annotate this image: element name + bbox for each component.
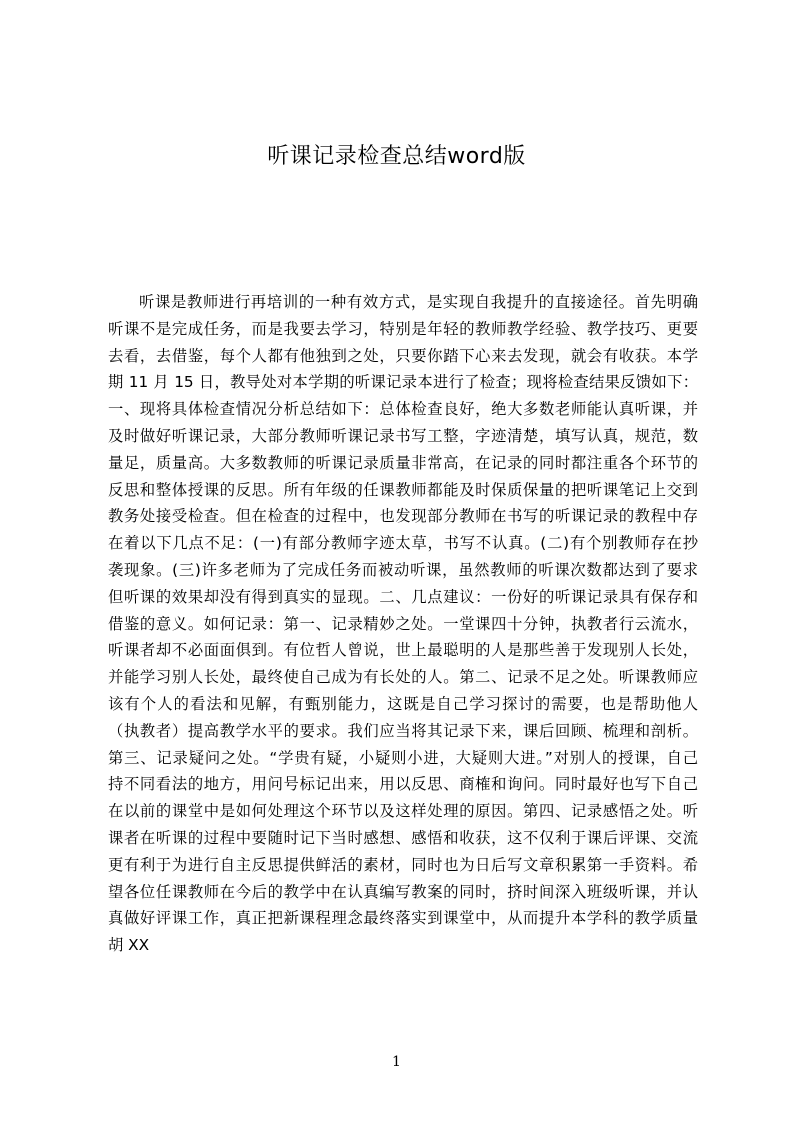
body-text (108, 289, 698, 959)
text-line: 并能学习别人长处，最终使自己成为有长处的人。第二、记录不足之处。听课教师应 (108, 668, 698, 687)
text-line: 该有个人的看法和见解，有甄别能力，这既是自己学习探讨的需要，也是帮助他人 (108, 694, 698, 713)
text-line: 去看，去借鉴，每个人都有他独到之处，只要你踏下心来去发现，就会有收获。本学 (108, 346, 698, 365)
text-line: 反思和整体授课的反思。所有年级的任课教师都能及时保质保量的把听课笔记上交到 (108, 480, 698, 499)
page-title: 听课记录检查总结word版 (267, 144, 526, 169)
text-line: 教务处接受检查。但在检查的过程中，也发现部分教师在书写的听课记录的教程中存 (108, 507, 698, 526)
text-line: 在着以下几点不足：(一)有部分教师字迹太草，书写不认真。(二)有个别教师存在抄 (108, 534, 698, 553)
text-line: 借鉴的意义。如何记录：第一、记录精妙之处。一堂课四十分钟，执教者行云流水， (108, 614, 698, 633)
text-line: 持不同看法的地方，用问号标记出来，用以反思、商榷和询问。同时最好也写下自己 (108, 775, 698, 794)
text-line: 在以前的课堂中是如何处理这个环节以及这样处理的原因。第四、记录感悟之处。听 (108, 802, 698, 821)
text-line: 望各位任课教师在今后的教学中在认真编写教案的同时，挤时间深入班级听课，并认 (108, 882, 698, 901)
page-number: 1 (392, 1054, 401, 1070)
text-line: 及时做好听课记录，大部分教师听课记录书写工整，字迹清楚，填写认真，规范，数 (108, 426, 698, 445)
text-line: 听课不是完成任务，而是我要去学习，特别是年轻的教师教学经验、教学技巧、更要 (108, 319, 698, 338)
text-line: 更有利于为进行自主反思提供鲜活的素材，同时也为日后写文章积累第一手资料。希 (108, 855, 698, 874)
text-line: （执教者）提高教学水平的要求。我们应当将其记录下来，课后回顾、梳理和剖析。 (108, 721, 698, 740)
text-line: 第三、记录疑问之处。“学贵有疑，小疑则小进，大疑则大进。”对别人的授课，自己 (108, 748, 698, 767)
author-signature: 胡 XX (108, 936, 150, 955)
text-line: 听课是教师进行再培训的一种有效方式，是实现自我提升的直接途径。首先明确 (139, 293, 698, 311)
text-line: 袭现象。(三)许多老师为了完成任务而被动听课，虽然教师的听课次数都达到了要求 (108, 560, 698, 579)
text-line: 一、现将具体检查情况分析总结如下：总体检查良好，绝大多数老师能认真听课，并 (108, 400, 698, 419)
text-line: 但听课的效果却没有得到真实的显现。二、几点建议：一份好的听课记录具有保存和 (108, 587, 698, 606)
text-line: 真做好评课工作，真正把新课程理念最终落实到课堂中，从而提升本学科的教学质量 (108, 909, 698, 928)
text-line: 课者在听课的过程中要随时记下当时感想、感悟和收获，这不仅利于课后评课、交流 (108, 828, 698, 847)
text-line: 期 11 月 15 日，教导处对本学期的听课记录本进行了检查；现将检查结果反馈如下： (108, 373, 698, 392)
text-line: 听课者却不必面面俱到。有位哲人曾说，世上最聪明的人是那些善于发现别人长处， (108, 641, 698, 660)
text-line: 量足，质量高。大多数教师的听课记录质量非常高，在记录的同时都注重各个环节的 (108, 453, 698, 472)
